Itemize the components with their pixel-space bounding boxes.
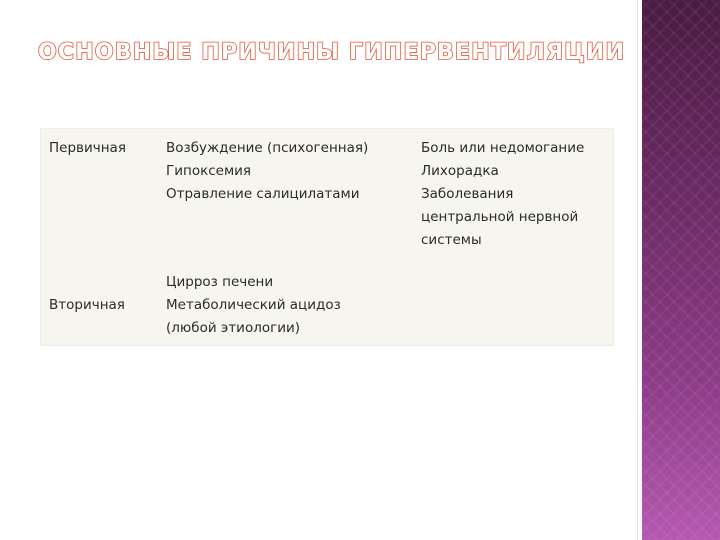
list-item: Лихорадка <box>421 163 499 179</box>
primary-causes-list-right <box>421 137 611 252</box>
row-label-primary: Первичная <box>49 140 126 156</box>
list-item: Боль или недомогание <box>421 140 585 156</box>
row-label-secondary: Вторичная <box>49 297 125 313</box>
list-item: центральной нервной <box>421 209 579 225</box>
table-row-primary <box>41 137 613 267</box>
list-item: (любой этиологии) <box>166 320 301 336</box>
secondary-causes-list <box>166 271 416 340</box>
list-item: системы <box>421 232 482 248</box>
list-item: Отравление салицилатами <box>166 186 360 202</box>
primary-causes-list <box>166 137 416 206</box>
causes-table <box>40 128 614 346</box>
list-item: Метаболический ацидоз <box>166 297 341 313</box>
list-item: Заболевания <box>421 186 514 202</box>
list-item: Цирроз печени <box>166 274 274 290</box>
list-item: Гипоксемия <box>166 163 252 179</box>
table-row-secondary <box>41 271 613 341</box>
decorative-side-panel <box>642 0 720 540</box>
slide-title: ОСНОВНЫЕ ПРИЧИНЫ ГИПЕРВЕНТИЛЯЦИИ <box>38 40 626 65</box>
list-item: Возбуждение (психогенная) <box>166 140 369 156</box>
